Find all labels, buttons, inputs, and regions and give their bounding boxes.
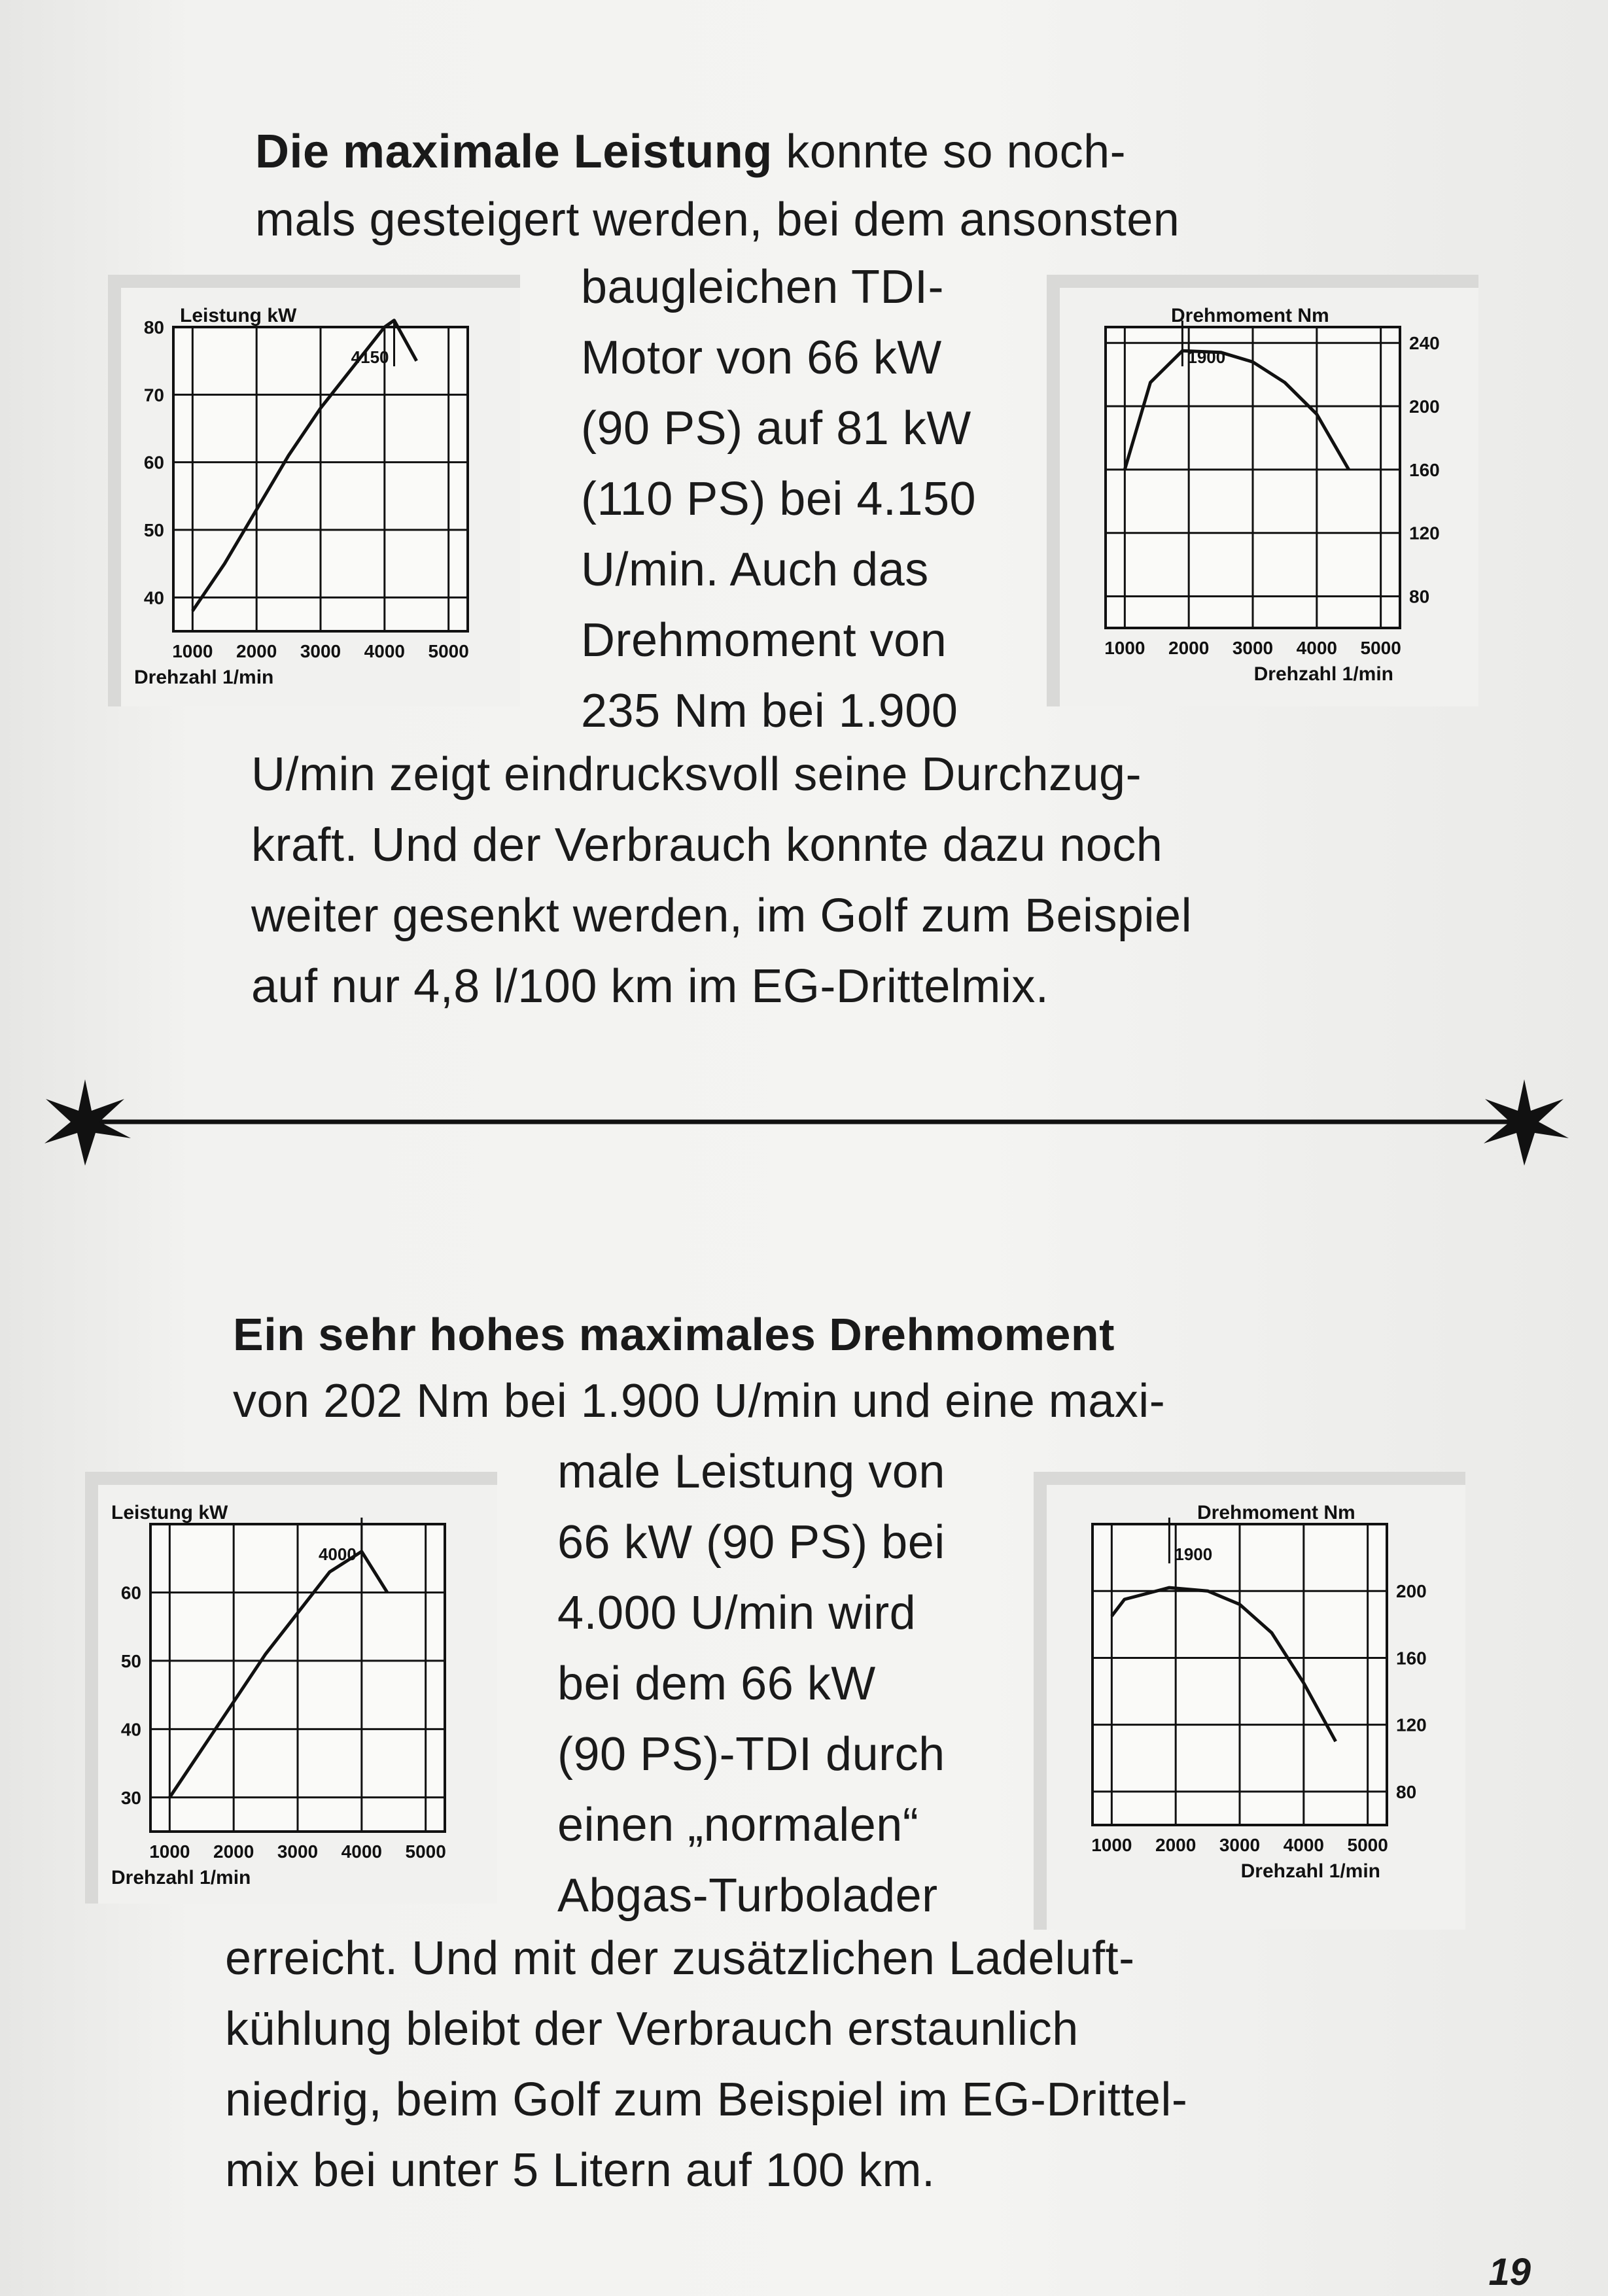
- x-tick-label: 1000: [149, 1841, 190, 1862]
- y-tick-label: 80: [1396, 1781, 1417, 1802]
- text-line: niedrig, beim Golf zum Beispiel im EG-Drittel-: [225, 2074, 1188, 2126]
- text-line: (90 PS) auf 81 kW: [581, 402, 971, 455]
- x-tick-label: 4000: [1283, 1835, 1324, 1855]
- section-divider: [39, 1073, 1570, 1171]
- section1-line2: mals gesteigert werden, bei dem ansonsten: [255, 194, 1180, 246]
- x-tick-label: 3000: [1219, 1835, 1261, 1855]
- y-tick-label: 200: [1409, 396, 1440, 417]
- y-tick-label: 80: [143, 317, 164, 338]
- text-line: Motor von 66 kW: [581, 332, 942, 384]
- text-line: U/min zeigt eindrucksvoll seine Durchzug-: [251, 748, 1142, 801]
- annotation-label: 4150: [351, 347, 389, 367]
- text-line: weiter gesenkt werden, im Golf zum Beispiel: [251, 890, 1193, 942]
- y-tick-label: 80: [1409, 586, 1430, 607]
- x-tick-label: 1000: [172, 641, 213, 661]
- x-tick-label: 2000: [213, 1841, 254, 1862]
- section1-line1-rest: konnte so noch-: [772, 126, 1127, 178]
- y-tick-label: 30: [120, 1787, 141, 1808]
- text-line: auf nur 4,8 l/100 km im EG-Drittelmix.: [251, 960, 1049, 1013]
- x-tick-label: 5000: [1360, 638, 1401, 658]
- y-tick-label: 160: [1409, 459, 1440, 480]
- text-line: baugleichen TDI-: [581, 261, 944, 313]
- chart-title: Drehmoment Nm: [1197, 1502, 1355, 1523]
- section2-heading: Ein sehr hohes maximales Drehmoment: [233, 1309, 1115, 1360]
- x-tick-label: 2000: [1168, 638, 1210, 658]
- section1-first-line: [255, 116, 1126, 187]
- text-line: U/min. Auch das: [581, 544, 929, 596]
- text-line: einen „normalen“: [557, 1799, 919, 1851]
- x-tick-label: 4000: [341, 1841, 382, 1862]
- x-tick-label: 2000: [1155, 1835, 1197, 1855]
- x-tick-label: 2000: [236, 641, 277, 661]
- chart-svg: [85, 1472, 510, 1917]
- annotation-label: 1900: [1187, 347, 1226, 367]
- annotation-label: 1900: [1174, 1544, 1213, 1564]
- text-line: (90 PS)-TDI durch: [557, 1728, 945, 1781]
- y-tick-label: 40: [143, 587, 164, 608]
- y-tick-label: 120: [1409, 523, 1440, 544]
- x-tick-label: 3000: [1232, 638, 1274, 658]
- x-tick-label: 1000: [1104, 638, 1145, 658]
- show-through-ghost: [150, 59, 180, 194]
- chart-svg: [1034, 1472, 1478, 1943]
- y-tick-label: 70: [143, 385, 164, 406]
- chart-title: Leistung kW: [111, 1502, 228, 1523]
- y-tick-label: 50: [120, 1650, 141, 1671]
- y-tick-label: 200: [1396, 1581, 1427, 1602]
- x-tick-label: 4000: [1296, 638, 1337, 658]
- text-line: 66 kW (90 PS) bei: [557, 1516, 945, 1569]
- text-line: 235 Nm bei 1.900: [581, 685, 958, 737]
- y-tick-label: 60: [120, 1582, 141, 1603]
- text-line: erreicht. Und mit der zusätzlichen Ladeluft-: [225, 1932, 1135, 1985]
- chart-torque-bottom: [1034, 1472, 1478, 1946]
- section1-heading: Die maximale Leistung: [255, 126, 773, 178]
- text-line: 4.000 U/min wird: [557, 1587, 917, 1639]
- text-line: Abgas-Turbolader: [557, 1870, 938, 1922]
- text-line: (110 PS) bei 4.150: [581, 473, 977, 525]
- text-line: kraft. Und der Verbrauch konnte dazu noch: [251, 819, 1163, 871]
- x-tick-label: 5000: [405, 1841, 446, 1862]
- x-tick-label: 5000: [1347, 1835, 1388, 1855]
- x-axis-label: Drehzahl 1/min: [1253, 663, 1393, 685]
- text-line: bei dem 66 kW: [557, 1658, 876, 1710]
- y-tick-label: 50: [143, 520, 164, 540]
- x-axis-label: Drehzahl 1/min: [111, 1867, 251, 1888]
- x-axis-label: Drehzahl 1/min: [134, 667, 274, 688]
- y-tick-label: 240: [1409, 333, 1440, 354]
- chart-title: Drehmoment Nm: [1171, 305, 1329, 326]
- y-tick-label: 160: [1396, 1648, 1427, 1669]
- chart-power-top: [108, 275, 533, 723]
- text-line: kühlung bleibt der Verbrauch erstaunlich: [225, 2003, 1079, 2055]
- chart-title: Leistung kW: [180, 305, 297, 326]
- chart-power-bottom: [85, 1472, 510, 1920]
- y-tick-label: 40: [120, 1719, 141, 1740]
- chart-svg: [1047, 275, 1492, 720]
- section2-line1: von 202 Nm bei 1.900 U/min und eine maxi-: [233, 1375, 1166, 1427]
- x-tick-label: 3000: [300, 641, 341, 661]
- text-line: male Leistung von: [557, 1446, 945, 1498]
- x-tick-label: 1000: [1091, 1835, 1132, 1855]
- chart-torque-top: [1047, 275, 1492, 723]
- y-tick-label: 120: [1396, 1714, 1427, 1735]
- x-tick-label: 4000: [364, 641, 405, 661]
- annotation-label: 4000: [318, 1544, 357, 1564]
- x-tick-label: 3000: [277, 1841, 319, 1862]
- page-number: 19: [1488, 2251, 1531, 2293]
- text-line: mix bei unter 5 Litern auf 100 km.: [225, 2144, 935, 2197]
- x-tick-label: 5000: [428, 641, 469, 661]
- text-line: Drehmoment von: [581, 614, 947, 667]
- x-axis-label: Drehzahl 1/min: [1240, 1860, 1380, 1882]
- y-tick-label: 60: [143, 452, 164, 473]
- chart-svg: [108, 275, 533, 720]
